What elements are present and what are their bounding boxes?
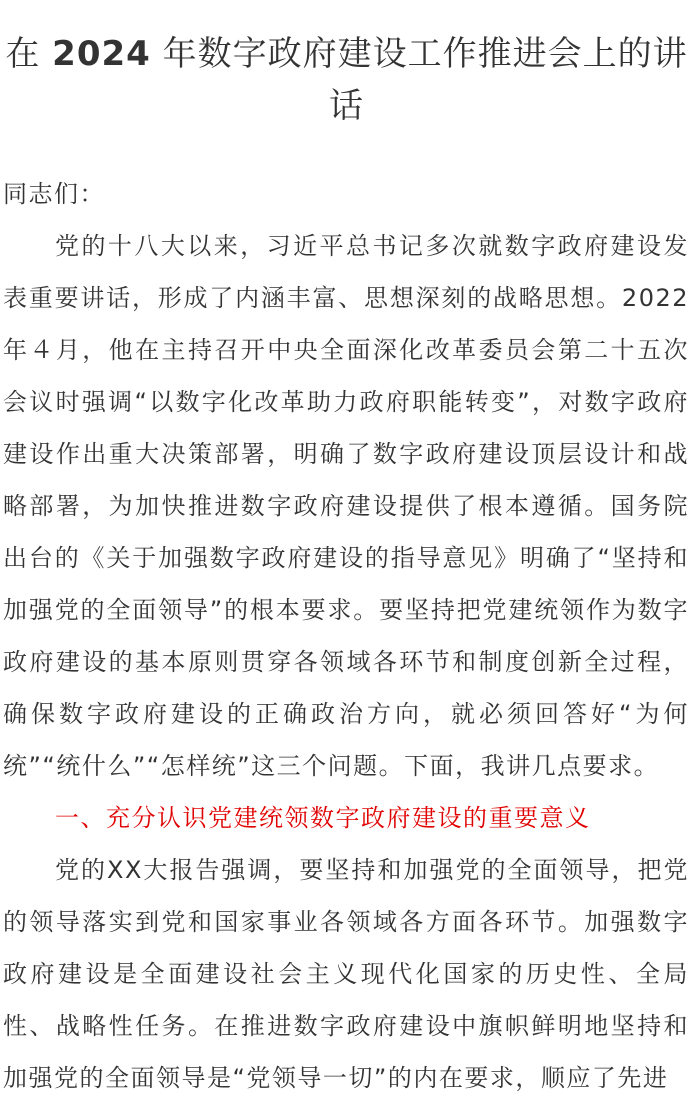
document-title [0, 0, 693, 132]
document-body [0, 132, 693, 1097]
section-paragraph: 党的XX大报告强调，要坚持和加强党的全面领导，把党的领导落实到党和国家事业各领域各方面各环节。加强数字政府建设是全面建设社会主义现代化国家的历史性、全局性、战略性任务。在推进数字政府建设中旗帜鲜明地坚持和加强党的全面领导是“党领导一切”的内在要求，顺应了先进 [3, 856, 689, 1092]
title-prefix: 在 [5, 34, 41, 74]
title-suffix: 年数字政府建设工作推进会上的讲话 [162, 34, 688, 126]
intro-paragraph: 党的十八大以来，习近平总书记多次就数字政府建设发表重要讲话，形成了内涵丰富、思想深刻的战略思想。2022年４月，他在主持召开中央全面深化改革委员会第二十五次会议时强调“以数字化改革助力政府职能转变”，对数字政府建设作出重大决策部署，明确了数字政府建设顶层设计和战略部署，为加快推进数字政府建设提供了根本遵循。国务院出台的《关于加强数字政府建设的指导意见》明确了“坚持和加强党的全面领导”的根本要求。要坚持把党建统领作为数字政府建设的基本原则贯穿各领域各环节和制度创新全过程，确保数字政府建设的正确政治方向，就必须回答好“为何统”“统什么”“怎样统”这三个问题。下面，我讲几点要求。 [3, 232, 689, 780]
greeting: 同志们： [3, 180, 105, 208]
title-year: 2024 [52, 34, 151, 74]
section-heading: 一、充分认识党建统领数字政府建设的重要意义 [55, 804, 591, 832]
